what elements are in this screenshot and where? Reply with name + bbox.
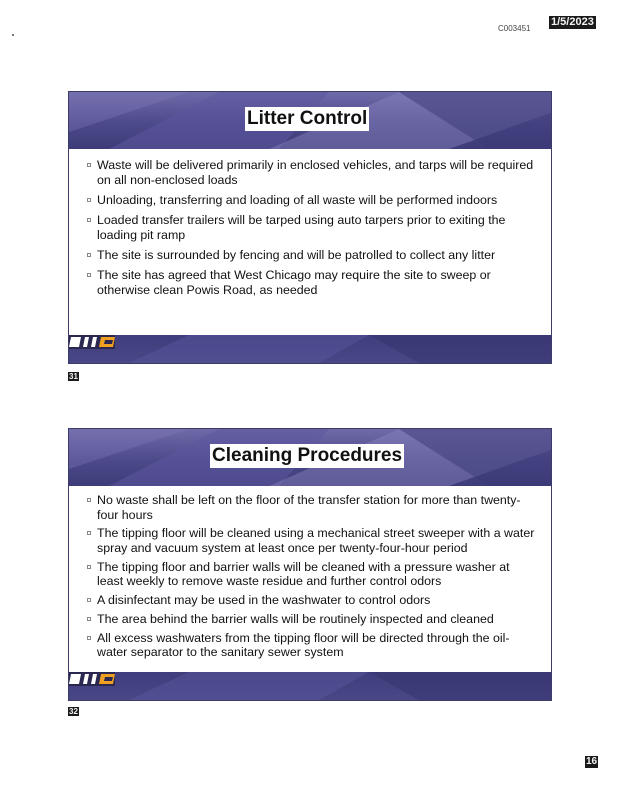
bullet-square-icon	[87, 617, 91, 621]
slide-footer-banner	[69, 672, 551, 700]
bullet-square-icon	[87, 531, 91, 535]
slide-title: Litter Control	[247, 108, 368, 129]
bullet-square-icon	[87, 273, 91, 277]
bullet-text: A disinfectant may be used in the washwater to control odors	[97, 593, 431, 608]
bullet-text: No waste shall be left on the floor of the transfer station for more than twenty-four hours	[97, 493, 521, 522]
bullet-text: All excess washwaters from the tipping floor will be directed through the oil-water separator to the sanitary sewer system	[97, 630, 510, 660]
bullet-square-icon	[87, 565, 91, 569]
scan-speck	[12, 34, 14, 36]
slide-body	[69, 486, 551, 674]
bullet-text: The site is surrounded by fencing and will be patrolled to collect any litter	[97, 247, 496, 262]
bullet-square-icon	[87, 218, 91, 222]
slide-body	[69, 149, 551, 337]
slide-litter-control	[68, 91, 552, 364]
list-item	[87, 593, 539, 608]
list-item	[87, 158, 539, 187]
slide-header-banner	[69, 429, 551, 486]
bullet-square-icon	[87, 163, 91, 167]
bullet-text: The site has agreed that West Chicago may require the site to sweep or otherwise clean Powis Road, as needed	[97, 267, 491, 297]
page-number: 16	[586, 756, 598, 767]
footer-geometric-shapes	[69, 335, 551, 363]
list-item	[87, 213, 539, 242]
list-item	[87, 193, 539, 208]
list-item	[87, 268, 539, 297]
list-item	[87, 631, 539, 660]
bullet-text: Waste will be delivered primarily in enclosed vehicles, and tarps will be required on all non-enclosed loads	[97, 158, 534, 187]
bullet-text: Unloading, transferring and loading of all waste will be performed indoors	[97, 192, 498, 207]
slide-title: Cleaning Procedures	[212, 445, 403, 466]
list-item	[87, 493, 539, 522]
company-logo-icon	[69, 672, 115, 686]
list-item	[87, 612, 539, 627]
bullet-square-icon	[87, 598, 91, 602]
list-item	[87, 248, 539, 263]
slide-cleaning-procedures	[68, 428, 552, 701]
company-logo-icon	[69, 335, 115, 349]
slide-number-label: 31	[69, 372, 78, 381]
list-item	[87, 560, 539, 589]
bullet-text: The tipping floor and barrier walls will be cleaned with a pressure washer at least weekly to remove waste residue and further control odors	[97, 559, 510, 589]
bullet-square-icon	[87, 253, 91, 257]
document-code: C003451	[498, 24, 531, 33]
list-item	[87, 526, 539, 555]
bullet-square-icon	[87, 636, 91, 640]
footer-geometric-shapes	[69, 672, 551, 700]
bullet-text: The tipping floor will be cleaned using a mechanical street sweeper with a water spray and vacuum system at least once per twenty-four-hour period	[97, 526, 535, 555]
bullet-text: Loaded transfer trailers will be tarped using auto tarpers prior to exiting the loading pit ramp	[97, 212, 506, 242]
slide-number-label: 32	[69, 707, 78, 716]
bullet-text: The area behind the barrier walls will be routinely inspected and cleaned	[97, 611, 494, 626]
bullet-square-icon	[87, 198, 91, 202]
slide-header-banner	[69, 92, 551, 149]
slide-footer-banner	[69, 335, 551, 363]
bullet-list	[87, 158, 539, 303]
bullet-square-icon	[87, 498, 91, 502]
document-date: 1/5/2023	[551, 16, 594, 28]
bullet-list	[87, 493, 539, 664]
